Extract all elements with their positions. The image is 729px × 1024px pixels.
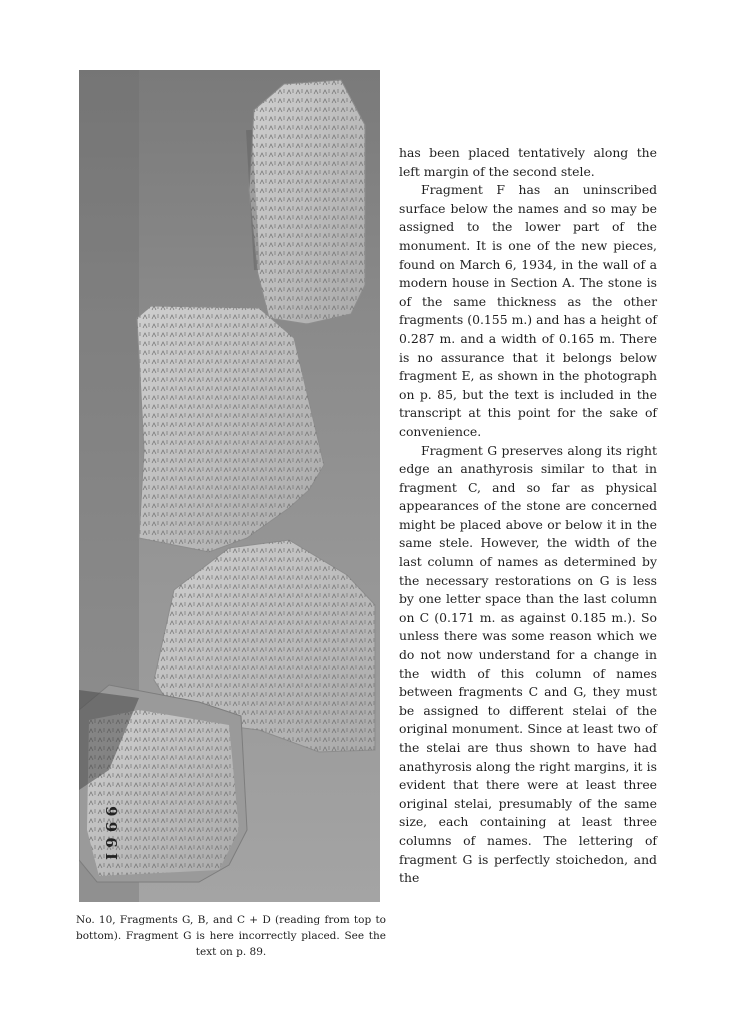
- inscription-fragments-photo: [79, 70, 380, 902]
- figure-caption: No. 10, Fragments G, B, and C + D (reading from top to bottom). Fragment G is here incorrectly placed. See the text on p. 89.: [76, 914, 386, 958]
- paragraph-continuation: has been placed tentatively along the left margin of the second stele.: [399, 145, 657, 179]
- photo-plate: [79, 70, 380, 902]
- fragment-d: [79, 685, 247, 882]
- fragment-b: [137, 306, 324, 552]
- inventory-number: I 9 6 6: [103, 806, 121, 860]
- paragraph-fragment-g: Fragment G preserves along its right edge an anathyrosis similar to that in fragment C, and so far as physical appearances of the stone are concerned might be placed above or below it in the same stele. However, the width of the last column of names as determined by the necessary restorations on G is less by one letter space than the last column on C (0.171 m. as against 0.185 m.). So unless there was some reason which we do not now understand for a change in the width of this column of names between fragments C and G, they must be assigned to different stelai of the original monument. Since at least two of the stelai are thus shown to have had anathyrosis along the right margins, it is evident that there were at least three original stelai, presumably of the same size, each containing at least three columns of names. The lettering of fragment G is perfectly stoichedon, and the: [399, 442, 657, 886]
- body-text: [399, 144, 657, 888]
- fragment-g: [249, 80, 365, 324]
- paragraph-fragment-f: Fragment F has an uninscribed surface below the names and so may be assigned to the lower part of the monument. It is one of the new pieces, found on March 6, 1934, in the wall of a modern house in Section A. The stone is of the same thickness as the other fragments (0.155 m.) and has a height of 0.287 m. and a width of 0.165 m. There is no assurance that it belongs below fragment E, as shown in the photograph on p. 85, but the text is included in the transcript at this point for the sake of convenience.: [399, 182, 657, 439]
